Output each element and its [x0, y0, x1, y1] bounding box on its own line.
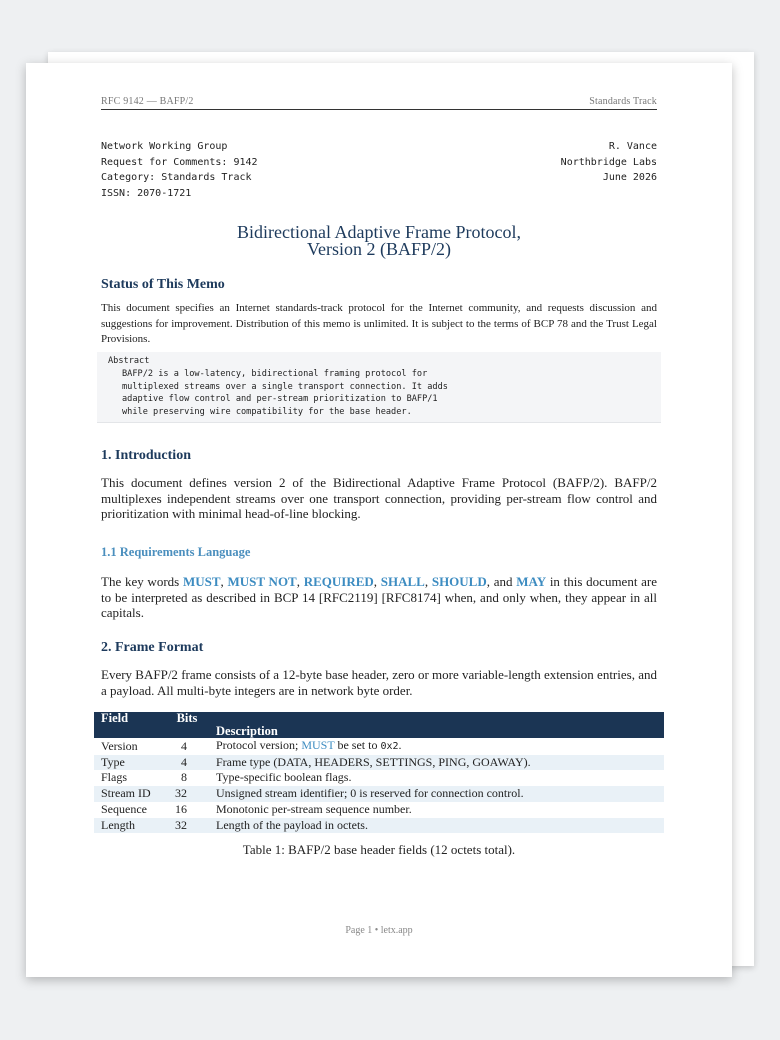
running-header — [101, 96, 657, 110]
column-header-bits: Bits — [165, 712, 209, 738]
cell-field: Type — [94, 755, 165, 771]
document-page — [26, 63, 732, 977]
keyword-separator: , — [220, 574, 228, 589]
version-code: 0x2 — [380, 741, 399, 752]
metadata-left-column — [101, 139, 258, 201]
description-text: . — [398, 738, 402, 752]
abstract-line: while preserving wire compatibility for the base header. — [122, 407, 412, 418]
metadata-author: R. Vance — [608, 141, 657, 152]
header-fields-table — [94, 712, 664, 833]
running-header-left: RFC 9142 — BAFP/2 — [101, 96, 194, 107]
keyword-separator: , and — [486, 574, 517, 589]
introduction-text: This document defines version 2 of the Bidirectional Adaptive Frame Protocol (BAFP/2). BAFP/2 multiplexes independent streams over one transport connection, providing per-stream flow control and prioritization with minimal head-of-line blocking. — [101, 475, 657, 521]
metadata-rfc-number: Request for Comments: 9142 — [101, 156, 258, 168]
metadata-issn: ISSN: 2070-1721 — [101, 187, 192, 199]
table-row — [94, 738, 664, 755]
table-row — [94, 755, 664, 771]
abstract-box — [97, 352, 661, 423]
metadata-category: Category: Standards Track — [101, 172, 252, 183]
cell-field: Length — [94, 818, 165, 834]
status-text: This document specifies an Internet standards-track protocol for the Internet community, and requests discussion and suggestions for improvement. Distribution of this memo is unlimited. It is subject to the terms of BCP 78 and the Trust Legal Provisions. — [101, 302, 657, 345]
keyword-should: SHOULD — [431, 574, 487, 589]
cell-field: Stream ID — [94, 786, 165, 802]
frame-format-text: Every BAFP/2 frame consists of a 12-byte base header, zero or more variable-length extension entries, and a payload. All multi-byte integers are in network byte order. — [101, 667, 657, 698]
table-row — [94, 802, 664, 818]
cell-bits: 4 — [181, 738, 187, 753]
requirements-heading: 1.1 Requirements Language — [101, 545, 251, 559]
title-line-1: Bidirectional Adaptive Frame Protocol, — [237, 222, 521, 242]
abstract-heading: Abstract — [108, 356, 150, 366]
cell-description: Monotonic per-stream sequence number. — [216, 801, 412, 816]
cell-bits: 8 — [181, 770, 187, 785]
abstract-line: adaptive flow control and per-stream prioritization to BAFP/1 — [122, 394, 438, 405]
table-row — [94, 818, 664, 834]
description-text: be set to — [334, 738, 381, 752]
requirements-text — [101, 574, 657, 621]
column-header-description: Description — [209, 712, 664, 738]
column-header-field: Field — [94, 712, 165, 738]
cell-bits: 32 — [165, 818, 209, 834]
cell-bits: 32 — [165, 786, 209, 802]
table-header-row — [94, 712, 664, 738]
table-row — [94, 770, 664, 786]
cell-field: Sequence — [101, 801, 147, 816]
abstract-line: multiplexed streams over a single transport connection. It adds — [122, 381, 448, 392]
description-text: Protocol version; — [216, 738, 302, 752]
table-row — [94, 786, 664, 802]
abstract-body — [122, 368, 448, 419]
cell-field: Flags — [101, 770, 128, 785]
title-line-2: Version 2 (BAFP/2) — [306, 239, 451, 259]
cell-bits: 16 — [175, 801, 187, 816]
requirements-prefix: The key words — [101, 574, 183, 589]
keyword-must: MUST — [301, 738, 335, 752]
keyword-separator: , — [424, 574, 432, 589]
keyword-must: MUST — [182, 574, 221, 589]
metadata-date: June 2026 — [602, 172, 657, 183]
metadata-organization: Northbridge Labs — [560, 156, 657, 168]
cell-description — [209, 738, 664, 755]
status-heading: Status of This Memo — [101, 277, 225, 292]
cell-description: Unsigned stream identifier; 0 is reserved for connection control. — [209, 786, 664, 802]
metadata-group: Network Working Group — [101, 141, 228, 152]
keyword-separator: , — [373, 574, 381, 589]
running-header-right: Standards Track — [589, 96, 657, 107]
cell-field: Version — [101, 738, 138, 753]
page-footer: Page 1 • letx.app — [345, 925, 413, 936]
document-title — [101, 224, 657, 258]
introduction-heading: 1. Introduction — [101, 448, 191, 463]
keyword-may: MAY — [516, 574, 547, 589]
keyword-separator: , — [296, 574, 304, 589]
table-caption: Table 1: BAFP/2 base header fields (12 octets total). — [242, 842, 516, 857]
frame-format-heading: 2. Frame Format — [101, 640, 204, 655]
cell-description: Length of the payload in octets. — [209, 818, 664, 834]
metadata-right-column — [561, 139, 657, 186]
cell-description: Type-specific boolean flags. — [216, 770, 352, 785]
keyword-required: REQUIRED — [303, 574, 374, 589]
keyword-must-not: MUST NOT — [227, 574, 297, 589]
requirements-suffix: in this document are to be interpreted as described in BCP 14 [RFC2119] [RFC8174] when, and only when, they appear in all capitals. — [101, 574, 658, 620]
abstract-line: BAFP/2 is a low-latency, bidirectional framing protocol for — [122, 369, 428, 379]
keyword-shall: SHALL — [380, 574, 425, 589]
cell-bits: 4 — [165, 755, 209, 771]
cell-description: Frame type (DATA, HEADERS, SETTINGS, PING, GOAWAY). — [209, 755, 664, 771]
